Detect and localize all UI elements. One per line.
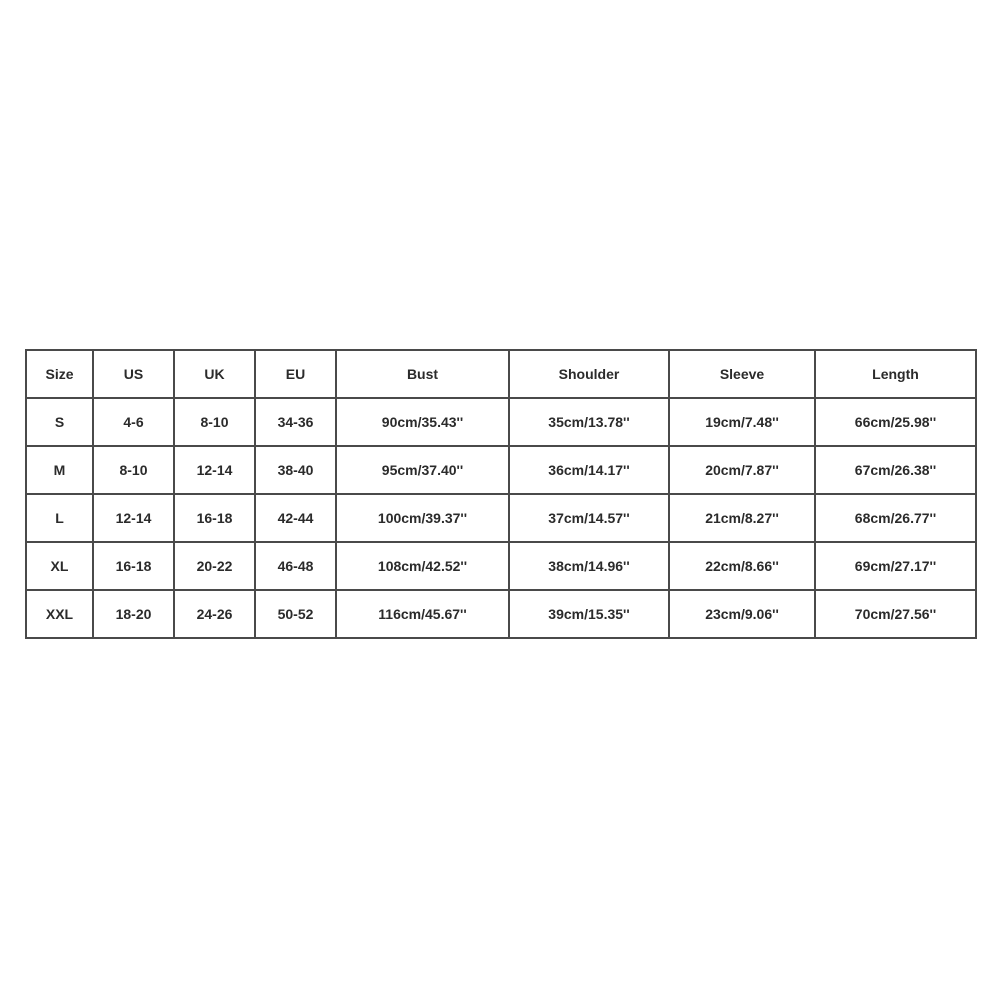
cell-shoulder: 39cm/15.35'' xyxy=(509,590,669,638)
cell-size: S xyxy=(26,398,93,446)
cell-eu: 42-44 xyxy=(255,494,336,542)
header-sleeve: Sleeve xyxy=(669,350,815,398)
cell-bust: 100cm/39.37'' xyxy=(336,494,509,542)
cell-length: 68cm/26.77'' xyxy=(815,494,976,542)
cell-us: 12-14 xyxy=(93,494,174,542)
table-row xyxy=(26,494,976,542)
header-eu: EU xyxy=(255,350,336,398)
cell-length: 70cm/27.56'' xyxy=(815,590,976,638)
cell-us: 16-18 xyxy=(93,542,174,590)
header-us: US xyxy=(93,350,174,398)
header-uk: UK xyxy=(174,350,255,398)
cell-bust: 108cm/42.52'' xyxy=(336,542,509,590)
cell-bust: 116cm/45.67'' xyxy=(336,590,509,638)
header-size: Size xyxy=(26,350,93,398)
cell-us: 8-10 xyxy=(93,446,174,494)
cell-size: L xyxy=(26,494,93,542)
cell-eu: 38-40 xyxy=(255,446,336,494)
cell-sleeve: 23cm/9.06'' xyxy=(669,590,815,638)
cell-eu: 46-48 xyxy=(255,542,336,590)
header-row xyxy=(26,350,976,398)
cell-shoulder: 35cm/13.78'' xyxy=(509,398,669,446)
cell-us: 4-6 xyxy=(93,398,174,446)
cell-shoulder: 36cm/14.17'' xyxy=(509,446,669,494)
cell-eu: 50-52 xyxy=(255,590,336,638)
header-shoulder: Shoulder xyxy=(509,350,669,398)
header-length: Length xyxy=(815,350,976,398)
cell-eu: 34-36 xyxy=(255,398,336,446)
cell-uk: 16-18 xyxy=(174,494,255,542)
cell-shoulder: 37cm/14.57'' xyxy=(509,494,669,542)
table-row xyxy=(26,542,976,590)
cell-bust: 90cm/35.43'' xyxy=(336,398,509,446)
cell-length: 67cm/26.38'' xyxy=(815,446,976,494)
cell-size: M xyxy=(26,446,93,494)
cell-uk: 12-14 xyxy=(174,446,255,494)
cell-size: XXL xyxy=(26,590,93,638)
cell-length: 69cm/27.17'' xyxy=(815,542,976,590)
cell-sleeve: 19cm/7.48'' xyxy=(669,398,815,446)
cell-uk: 24-26 xyxy=(174,590,255,638)
cell-bust: 95cm/37.40'' xyxy=(336,446,509,494)
size-chart-table xyxy=(25,349,977,639)
cell-uk: 8-10 xyxy=(174,398,255,446)
cell-us: 18-20 xyxy=(93,590,174,638)
cell-length: 66cm/25.98'' xyxy=(815,398,976,446)
table-row xyxy=(26,398,976,446)
table-row xyxy=(26,446,976,494)
cell-sleeve: 20cm/7.87'' xyxy=(669,446,815,494)
cell-size: XL xyxy=(26,542,93,590)
cell-uk: 20-22 xyxy=(174,542,255,590)
cell-sleeve: 22cm/8.66'' xyxy=(669,542,815,590)
cell-shoulder: 38cm/14.96'' xyxy=(509,542,669,590)
table-row xyxy=(26,590,976,638)
header-bust: Bust xyxy=(336,350,509,398)
cell-sleeve: 21cm/8.27'' xyxy=(669,494,815,542)
